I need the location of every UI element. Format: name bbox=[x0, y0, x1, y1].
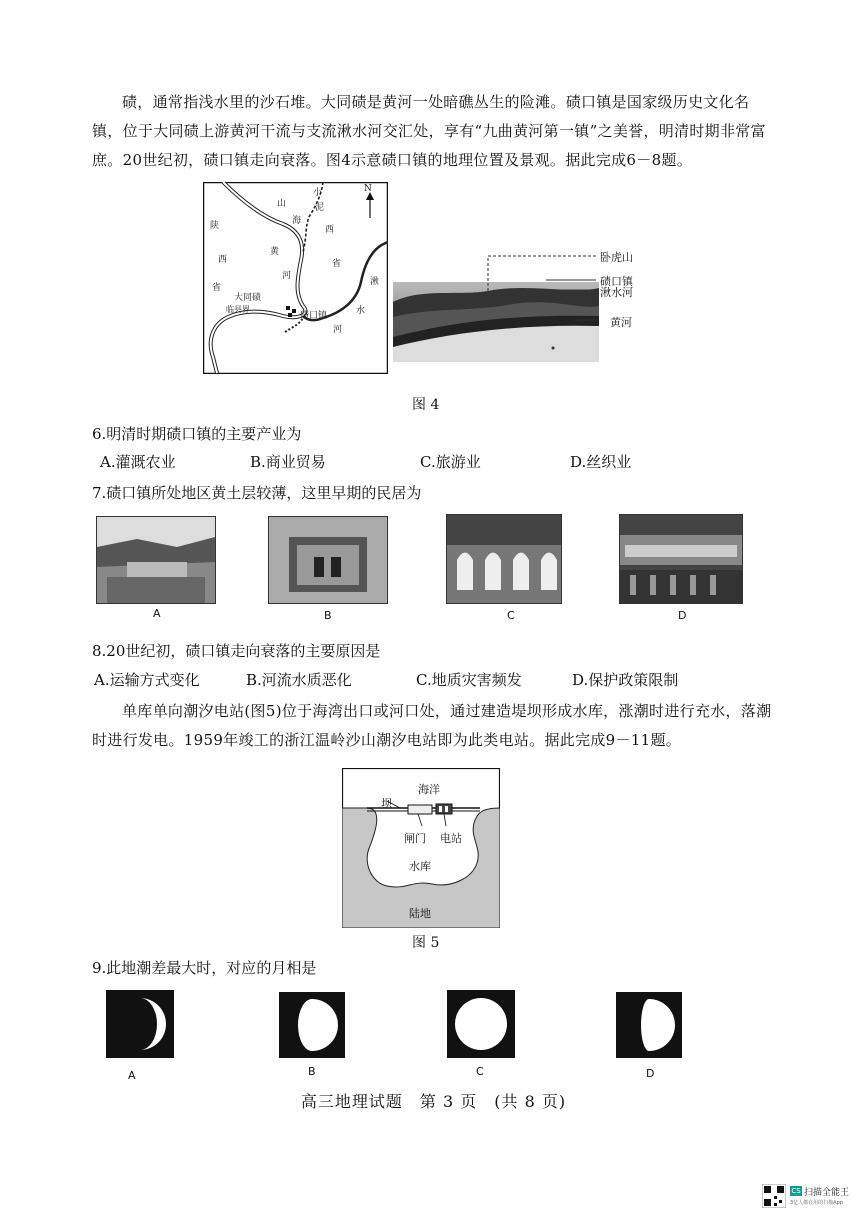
option-b[interactable]: B.商业贸易 bbox=[250, 453, 326, 471]
map-label: 水 bbox=[356, 306, 366, 316]
moon-label-c: C bbox=[476, 1065, 484, 1078]
map-label: 西 bbox=[218, 255, 228, 265]
label-land: 陆地 bbox=[409, 907, 431, 920]
label-dam: 坝 bbox=[381, 797, 392, 810]
option-c[interactable]: C.旅游业 bbox=[420, 453, 481, 471]
photo-label-a: A bbox=[153, 607, 161, 620]
option-c-photo[interactable] bbox=[446, 514, 562, 604]
scanner-sub: 3亿人都在用的扫描App bbox=[790, 1200, 843, 1206]
option-c[interactable]: C.地质灾害频发 bbox=[416, 671, 522, 689]
label-station: 电站 bbox=[440, 832, 462, 845]
map-label: 碛口镇 bbox=[300, 311, 328, 321]
moon-label-d: D bbox=[646, 1067, 655, 1080]
figure5-caption: 图 5 bbox=[412, 935, 440, 951]
photo-label-d: D bbox=[678, 609, 687, 622]
intro-paragraph-1: 碛，通常指浅水里的沙石堆。大同碛是黄河一处暗礁丛生的险滩。碛口镇是国家级历史文化名镇，位于大同碛上游黄河干流与支流湫水河交汇处，享有“九曲黄河第一镇”之美誉，明清时期非常富庶。20世纪初，碛口镇走向衰落。图4示意碛口镇的地理位置及景观。据此完成6－8题。 bbox=[92, 93, 766, 169]
label-huanghe: 黄河 bbox=[610, 316, 632, 329]
label-qiushuihe: 湫水河 bbox=[600, 286, 633, 299]
intro-paragraph-2: 单库单向潮汐电站(图5)位于海湾出口或河口处，通过建造堤坝形成水库，涨潮时进行充水，落潮时进行发电。1959年竣工的浙江温岭沙山潮汐电站即为此类电站。据此完成9－11题。 bbox=[92, 702, 772, 749]
moon-phase-a-icon[interactable] bbox=[106, 990, 174, 1058]
photo-label-c: C bbox=[507, 609, 515, 622]
map-label: 陕 bbox=[210, 221, 220, 231]
option-a-photo[interactable] bbox=[96, 516, 216, 604]
map-label: 湫 bbox=[370, 277, 380, 287]
map-label: 大同碛 bbox=[234, 293, 262, 303]
option-d-photo[interactable] bbox=[619, 514, 743, 604]
map-north-label: N bbox=[364, 184, 372, 194]
question-9-stem: 9.此地潮差最大时，对应的月相是 bbox=[92, 959, 317, 977]
option-b[interactable]: B.河流水质恶化 bbox=[246, 671, 352, 689]
label-ocean: 海洋 bbox=[418, 783, 440, 796]
map-label: 西 bbox=[325, 225, 335, 235]
question-7-stem: 7.碛口镇所处地区黄土层较薄，这里早期的民居为 bbox=[92, 484, 422, 502]
map-label: 黄 bbox=[270, 247, 280, 257]
town-marker-icon bbox=[285, 305, 299, 319]
map-label: 河 bbox=[282, 271, 292, 281]
option-a[interactable]: A.运输方式变化 bbox=[94, 671, 200, 689]
question-8-stem: 8.20世纪初，碛口镇走向衰落的主要原因是 bbox=[92, 642, 381, 660]
moon-label-b: B bbox=[308, 1065, 316, 1078]
scanner-logo-icon: CS bbox=[791, 1187, 801, 1195]
figure4-caption: 图 4 bbox=[412, 397, 440, 413]
map-label: 山 bbox=[277, 199, 287, 209]
figure4-leader-lines bbox=[486, 250, 666, 330]
label-gate: 闸门 bbox=[404, 832, 426, 845]
question-6-stem: 6.明清时期碛口镇的主要产业为 bbox=[92, 425, 302, 443]
label-wohushan: 卧虎山 bbox=[600, 251, 633, 264]
map-label: 海 bbox=[292, 216, 302, 226]
map-label: 省 bbox=[212, 283, 222, 293]
photo-label-b: B bbox=[324, 609, 332, 622]
label-qikouzhen: 碛口镇 bbox=[600, 275, 633, 288]
qr-code-icon bbox=[762, 1184, 786, 1208]
map-label: 省 bbox=[332, 259, 342, 269]
option-a[interactable]: A.灌溉农业 bbox=[100, 453, 176, 471]
moon-phase-c-icon[interactable] bbox=[447, 990, 515, 1058]
map-label: 临县界 bbox=[226, 305, 250, 314]
label-reservoir: 水库 bbox=[409, 860, 431, 873]
moon-phase-d-icon[interactable] bbox=[616, 992, 682, 1058]
option-b-photo[interactable] bbox=[268, 516, 388, 604]
map-label: 小 bbox=[313, 188, 323, 198]
option-d[interactable]: D.保护政策限制 bbox=[572, 671, 679, 689]
figure4-map bbox=[203, 182, 388, 374]
page-footer: 高三地理试题 第 3 页 (共 8 页) bbox=[300, 1092, 567, 1111]
option-d[interactable]: D.丝织业 bbox=[570, 453, 632, 471]
map-label: 泥 bbox=[315, 203, 325, 213]
moon-phase-b-icon[interactable] bbox=[279, 992, 345, 1058]
moon-label-a: A bbox=[128, 1069, 136, 1082]
map-label: 河 bbox=[333, 325, 343, 335]
scanner-name: 扫描全能王 bbox=[804, 1188, 850, 1198]
